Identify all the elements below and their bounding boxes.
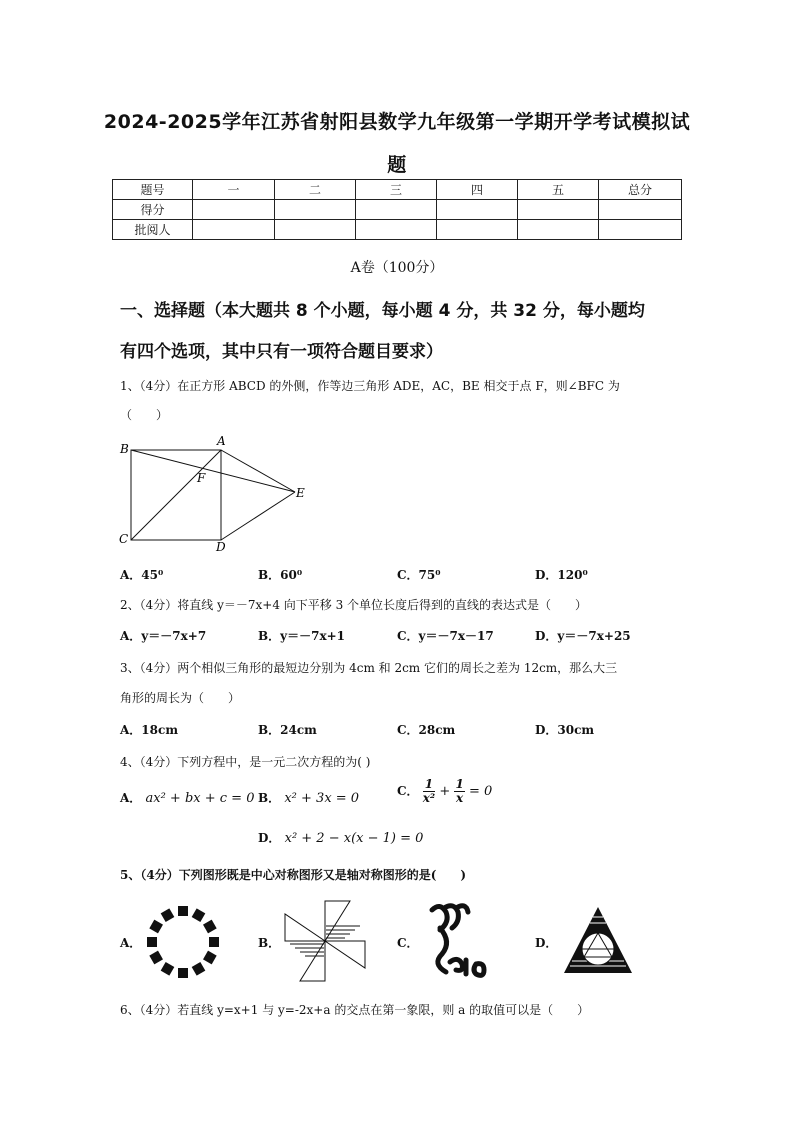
question-3-stem-cont: 角形的周长为（ ） bbox=[120, 691, 241, 705]
page-title-cont: 题 bbox=[387, 154, 407, 176]
segment-de bbox=[221, 492, 295, 540]
section-heading-cont: 有四个选项，其中只有一项符合题目要求） bbox=[120, 342, 443, 362]
option-label: D． bbox=[258, 831, 281, 845]
segment-ae bbox=[221, 450, 295, 492]
table-cell: 一 bbox=[193, 180, 275, 200]
ring-square bbox=[149, 951, 163, 965]
ring-square bbox=[149, 920, 163, 934]
question-3-option-d[interactable]: D．30cm bbox=[535, 723, 595, 737]
grader-cell[interactable] bbox=[599, 220, 682, 240]
label-b: B bbox=[120, 442, 129, 456]
label-c: C bbox=[119, 532, 129, 546]
table-cell: 批阅人 bbox=[113, 220, 193, 240]
option-label: A． bbox=[120, 791, 142, 805]
label-d: D bbox=[216, 540, 226, 554]
pinwheel-figure bbox=[280, 898, 370, 984]
table-cell: 总分 bbox=[599, 180, 682, 200]
table-cell: 三 bbox=[356, 180, 437, 200]
question-3-option-a[interactable]: A．18cm bbox=[120, 723, 179, 737]
ring-square bbox=[203, 951, 217, 965]
question-3-stem: 3、（4分）两个相似三角形的最短边分别为 4cm 和 2cm 它们的周长之差为 12cm，那么大三 bbox=[120, 661, 618, 675]
score-cell[interactable] bbox=[356, 200, 437, 220]
score-cell[interactable] bbox=[599, 200, 682, 220]
page-title: 2024-2025学年江苏省射阳县数学九年级第一学期开学考试模拟试 bbox=[103, 111, 691, 133]
option-label: C． bbox=[397, 784, 419, 798]
ring-square bbox=[147, 937, 157, 947]
question-2-option-d[interactable]: D．y＝－7x+25 bbox=[535, 629, 631, 643]
question-2-option-a[interactable]: A．y＝－7x+7 bbox=[120, 629, 207, 643]
equation: x² + 3x = 0 bbox=[284, 791, 360, 806]
table-cell: 五 bbox=[518, 180, 599, 200]
segment-be bbox=[131, 450, 295, 492]
grader-cell[interactable] bbox=[518, 220, 599, 240]
question-5-stem: 5、（4分）下列图形既是中心对称图形又是轴对称图形的是( ) bbox=[120, 868, 467, 882]
score-cell[interactable] bbox=[437, 200, 518, 220]
score-cell[interactable] bbox=[193, 200, 275, 220]
grader-cell[interactable] bbox=[437, 220, 518, 240]
question-4-option-d[interactable] bbox=[258, 829, 423, 846]
table-row bbox=[113, 200, 682, 220]
question-1-option-c[interactable]: C．75⁰ bbox=[397, 568, 441, 582]
table-cell: 二 bbox=[275, 180, 356, 200]
question-6-stem: 6、（4分）若直线 y=x+1 与 y=-2x+a 的交点在第一象限，则 a 的取值可以是（ ） bbox=[120, 1003, 590, 1017]
table-cell: 得分 bbox=[113, 200, 193, 220]
question-4-option-c[interactable]: C． $\frac{1}{\text{x²}}$ + $\frac{1}{x}$ = 0 bbox=[397, 777, 493, 805]
calligraphy-figure bbox=[422, 898, 492, 984]
circle-of-squares-figure bbox=[140, 902, 230, 982]
equation: = 0 bbox=[469, 784, 493, 799]
question-1-option-b[interactable]: B．60⁰ bbox=[258, 568, 303, 582]
question-2-option-b[interactable]: B．y＝－7x+1 bbox=[258, 629, 346, 643]
question-2-stem: 2、（4分）将直线 y＝－7x+4 向下平移 3 个单位长度后得到的直线的表达式是（ ） bbox=[120, 598, 588, 612]
ring-square bbox=[192, 908, 206, 922]
option-label: B． bbox=[258, 791, 281, 805]
question-1-option-d[interactable]: D．120⁰ bbox=[535, 568, 588, 582]
question-3-option-b[interactable]: B．24cm bbox=[258, 723, 317, 737]
table-row bbox=[113, 180, 682, 200]
triangle-circle-figure bbox=[560, 903, 636, 979]
question-1-figure bbox=[110, 430, 320, 560]
fraction-1-over-x: $\frac{1}{x}$ bbox=[455, 777, 464, 805]
ring-square bbox=[209, 937, 219, 947]
ring-square bbox=[203, 920, 217, 934]
question-1-option-a[interactable]: A．45⁰ bbox=[120, 568, 164, 582]
diagonal-ac bbox=[131, 450, 221, 540]
ring-square bbox=[192, 962, 206, 976]
grader-cell[interactable] bbox=[193, 220, 275, 240]
question-5-option-b-label[interactable]: B． bbox=[258, 936, 281, 950]
question-4-option-b[interactable] bbox=[258, 789, 359, 806]
grader-cell[interactable] bbox=[275, 220, 356, 240]
grader-cell[interactable] bbox=[356, 220, 437, 240]
ring-square bbox=[161, 962, 175, 976]
section-heading: 一、选择题（本大题共 8 个小题，每小题 4 分，共 32 分，每小题均 bbox=[120, 301, 645, 321]
score-cell[interactable] bbox=[518, 200, 599, 220]
ring-square bbox=[178, 906, 188, 916]
question-5-option-c-label[interactable]: C． bbox=[397, 936, 419, 950]
question-4-option-a[interactable] bbox=[120, 789, 254, 806]
equation: x² + 2 − x(x − 1) = 0 bbox=[284, 831, 424, 846]
question-5-option-d-label[interactable]: D． bbox=[535, 936, 558, 950]
label-a: A bbox=[217, 434, 226, 448]
question-3-option-c[interactable]: C．28cm bbox=[397, 723, 456, 737]
score-table bbox=[112, 179, 682, 240]
table-row bbox=[113, 220, 682, 240]
question-1-stem-cont: （ ） bbox=[120, 408, 169, 422]
score-cell[interactable] bbox=[275, 200, 356, 220]
table-cell: 题号 bbox=[113, 180, 193, 200]
label-f: F bbox=[197, 471, 206, 485]
question-4-stem: 4、（4分）下列方程中，是一元二次方程的为( ) bbox=[120, 755, 371, 769]
label-e: E bbox=[296, 486, 305, 500]
table-cell: 四 bbox=[437, 180, 518, 200]
question-2-option-c[interactable]: C．y＝－7x－17 bbox=[397, 629, 494, 643]
question-5-option-a-label[interactable]: A． bbox=[120, 936, 142, 950]
ring-square bbox=[178, 968, 188, 978]
ring-square bbox=[161, 908, 175, 922]
volume-heading: A卷（100分） bbox=[350, 260, 444, 276]
question-1-stem: 1、（4分）在正方形 ABCD 的外侧，作等边三角形 ADE，AC，BE 相交于点 F，则∠BFC 为 bbox=[120, 379, 620, 393]
equation: ax² + bx + c = 0 bbox=[145, 791, 255, 806]
fraction-1-over-x2: $\frac{1}{\text{x²}}$ bbox=[422, 777, 436, 805]
